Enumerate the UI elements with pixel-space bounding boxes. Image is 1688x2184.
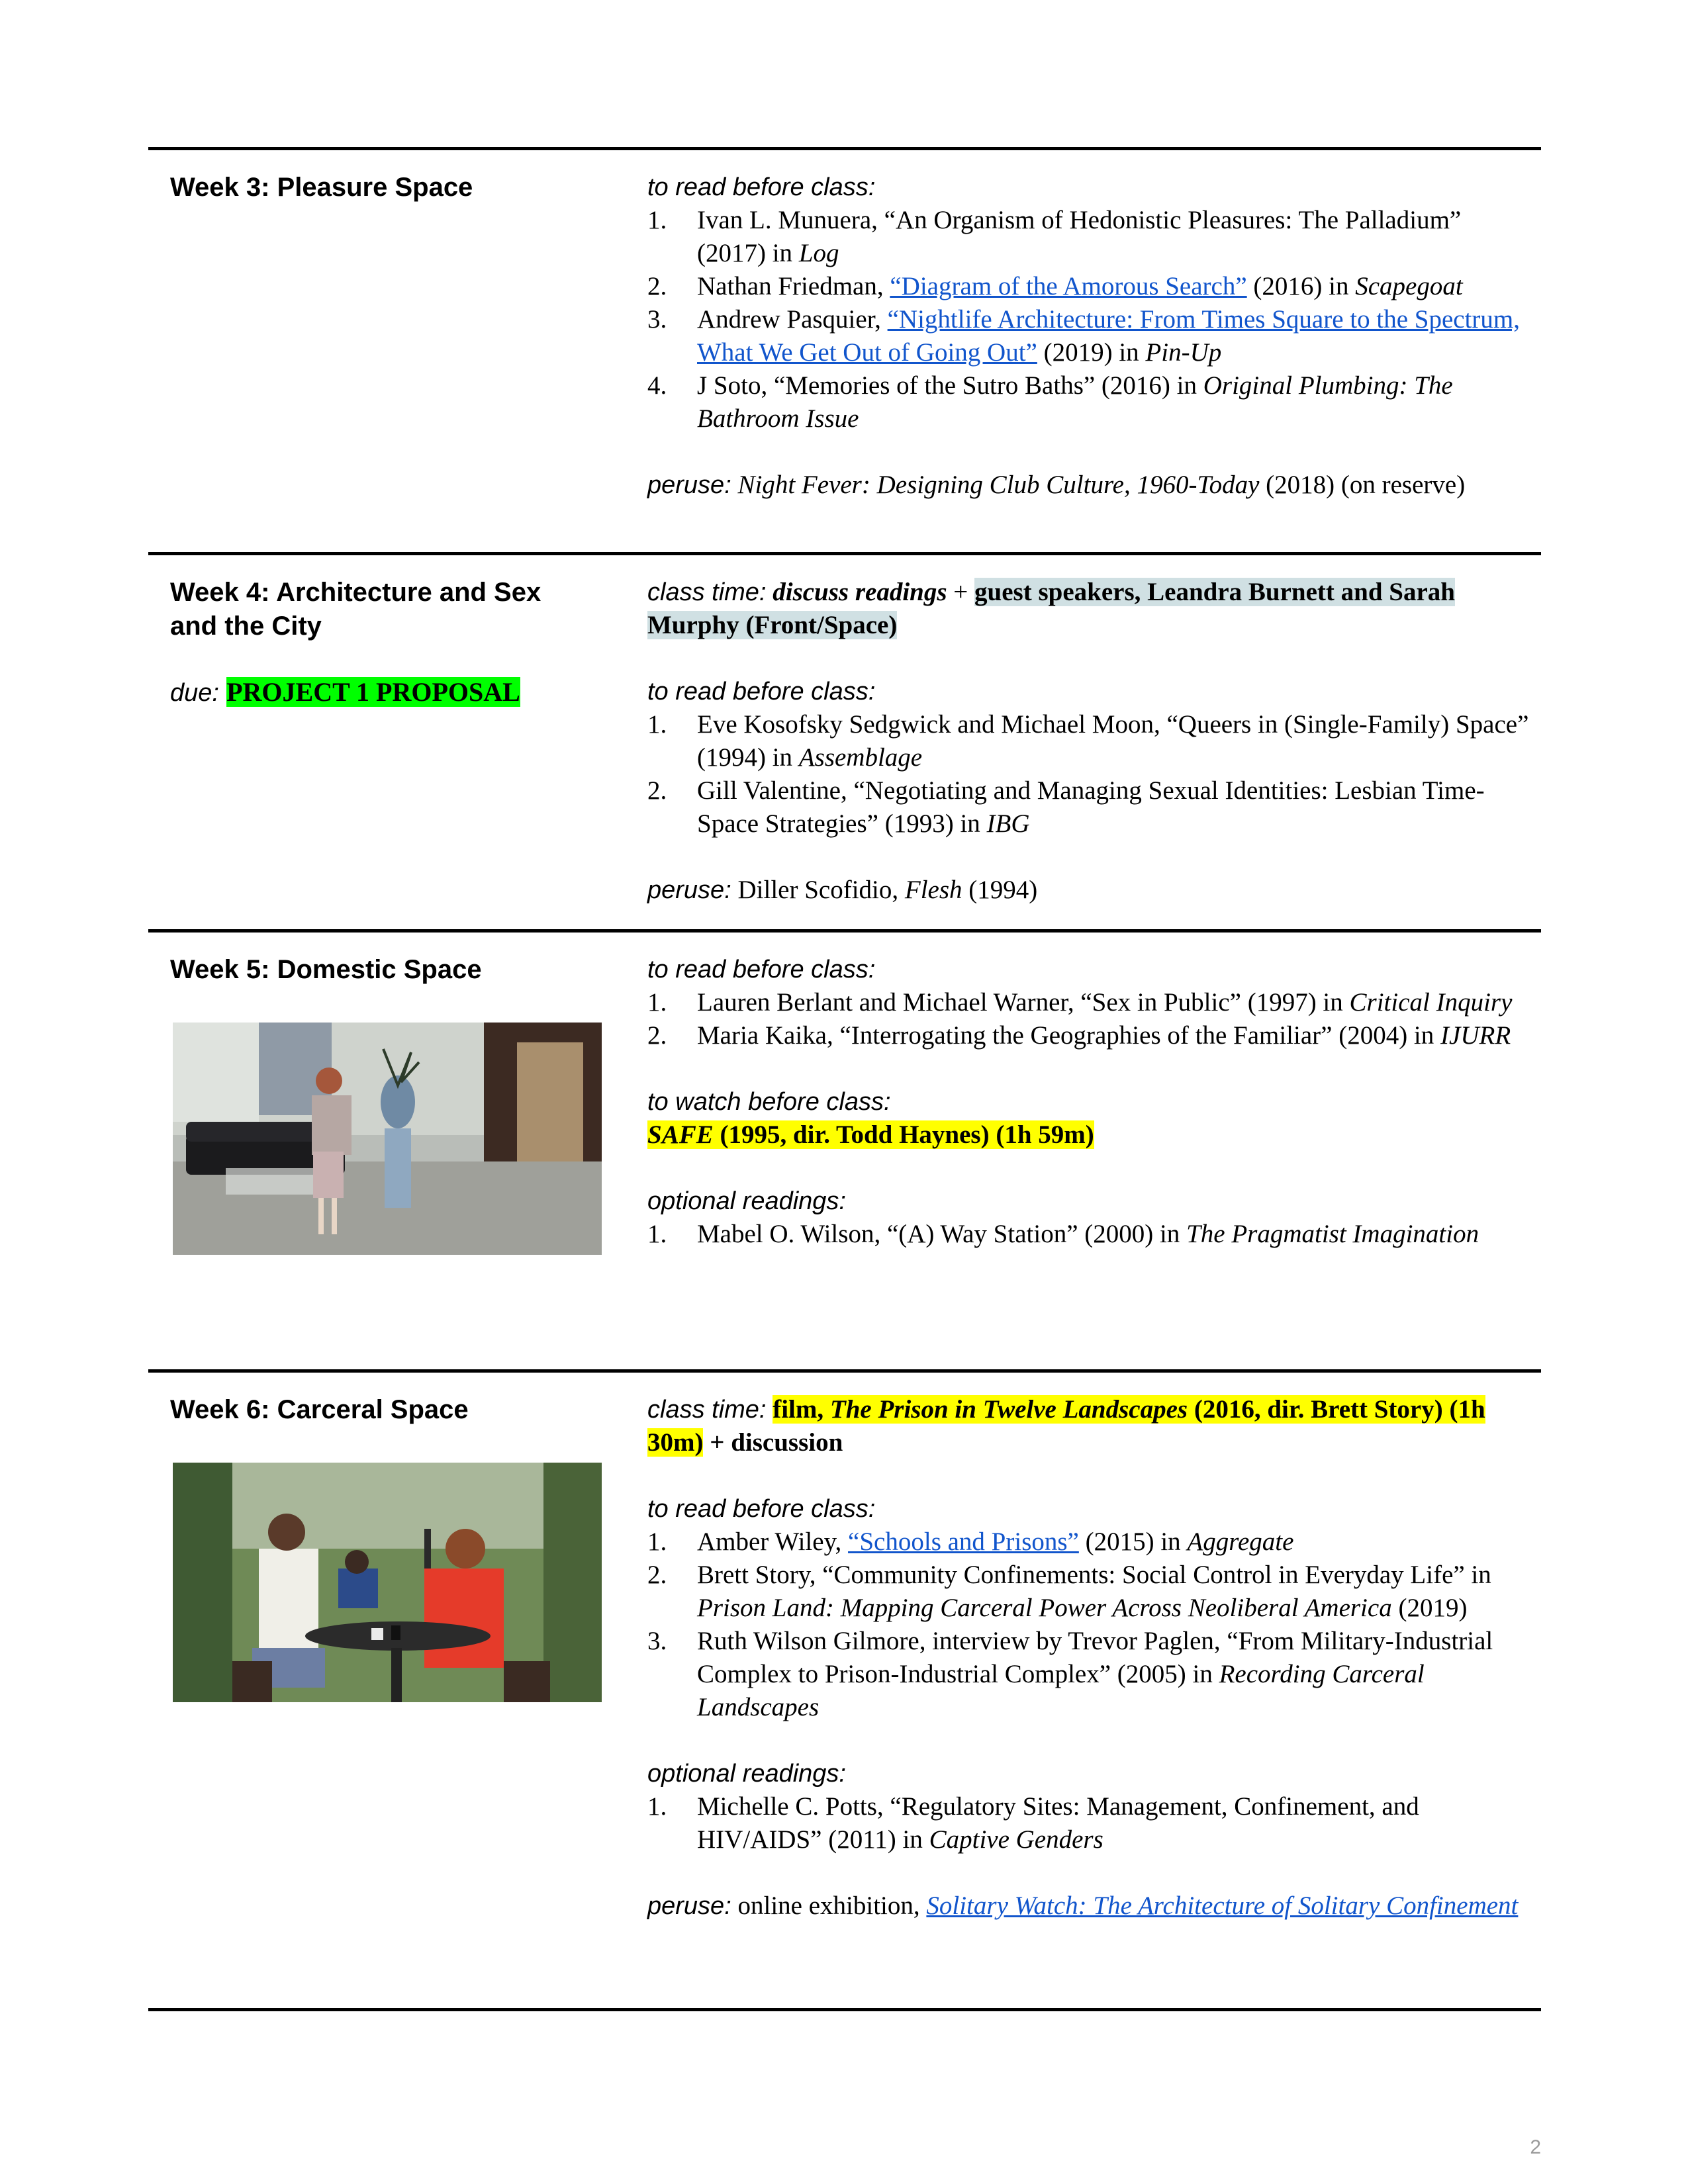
class-time: class time: film, The Prison in Twelve Landscapes (2016, dir. Brett Story) (1h 30m) + discussion: [647, 1395, 1485, 1457]
reading-item: 1. Amber Wiley, “Schools and Prisons” (2015) in Aggregate: [647, 1527, 1294, 1556]
optional-label: optional readings:: [647, 1760, 846, 1788]
film-still-prison: [173, 1463, 602, 1702]
film-still-safe: [173, 1023, 602, 1255]
week-6-title: Week 6: Carceral Space: [170, 1395, 469, 1424]
reading-item: 2. Gill Valentine, “Negotiating and Managing Sexual Identities: Lesbian Time-Space Strategies” (1993) in IBG: [647, 776, 1485, 838]
optional-label: optional readings:: [647, 1187, 846, 1215]
week-4-readings: [647, 708, 1534, 841]
week-5-content: [647, 953, 1534, 1251]
read-label: to read before class:: [647, 173, 876, 201]
week-4-title: Week 4: Architecture and Sex and the City: [170, 578, 541, 641]
due-badge: PROJECT 1 PROPOSAL: [226, 677, 520, 707]
week-5-readings: [647, 986, 1534, 1052]
divider: [148, 1369, 1541, 1373]
week-5-optional: [647, 1218, 1534, 1251]
film-still-image: [173, 1463, 602, 1702]
film-still-image: [173, 1023, 602, 1255]
peruse-line: peruse: Diller Scofidio, Flesh (1994): [647, 876, 1038, 904]
week-3-title: Week 3: Pleasure Space: [170, 173, 473, 202]
divider: [148, 2008, 1541, 2011]
week-3-content: [647, 171, 1534, 502]
reading-link[interactable]: “Schools and Prisons”: [848, 1527, 1079, 1556]
reading-item: 1. Eve Kosofsky Sedgwick and Michael Moon, “Queers in (Single-Family) Space” (1994) in Assemblage: [647, 710, 1529, 772]
week-5-title: Week 5: Domestic Space: [170, 955, 482, 984]
watch-film: SAFE (1995, dir. Todd Haynes) (1h 59m): [647, 1120, 1094, 1149]
reading-item: 3. Andrew Pasquier, “Nightlife Architecture: From Times Square to the Spectrum, What We Get Out of Going Out” (2019) in Pin-Up: [647, 305, 1520, 367]
week-4-content: [647, 576, 1534, 907]
class-time: class time: discuss readings + guest speakers, Leandra Burnett and Sarah Murphy (Front/Space): [647, 578, 1455, 639]
reading-item: 2. Nathan Friedman, “Diagram of the Amorous Search” (2016) in Scapegoat: [647, 272, 1463, 300]
read-label: to read before class:: [647, 678, 876, 705]
reading-item: 1. Michelle C. Potts, “Regulatory Sites: Management, Confinement, and HIV/AIDS” (2011) in Captive Genders: [647, 1792, 1419, 1854]
watch-label: to watch before class:: [647, 1088, 891, 1116]
read-label: to read before class:: [647, 956, 876, 983]
reading-item: 4. J Soto, “Memories of the Sutro Baths” (2016) in Original Plumbing: The Bathroom Issue: [647, 371, 1453, 433]
reading-item: 3. Ruth Wilson Gilmore, interview by Trevor Paglen, “From Military-Industrial Complex to Prison-Industrial Complex” (2005) in Recording Carceral Landscapes: [647, 1627, 1493, 1721]
read-label: to read before class:: [647, 1495, 876, 1523]
week-4-due: due: PROJECT 1 PROPOSAL: [170, 677, 520, 707]
divider: [148, 147, 1541, 150]
reading-item: 2. Maria Kaika, “Interrogating the Geographies of the Familiar” (2004) in IJURR: [647, 1021, 1511, 1050]
film-screening: film, The Prison in Twelve Landscapes (2016, dir. Brett Story) (1h 30m): [647, 1395, 1485, 1457]
week-3-readings: [647, 204, 1534, 435]
exhibition-link[interactable]: Solitary Watch: The Architecture of Solitary Confinement: [926, 1891, 1519, 1920]
guest-speakers: guest speakers, Leandra Burnett and Sarah Murphy (Front/Space): [647, 578, 1455, 639]
reading-item: 1. Mabel O. Wilson, “(A) Way Station” (2000) in The Pragmatist Imagination: [647, 1220, 1479, 1248]
divider: [148, 552, 1541, 555]
page-number: 2: [1530, 2136, 1541, 2158]
peruse-line: peruse: online exhibition, Solitary Watch: The Architecture of Solitary Confinement: [647, 1891, 1519, 1920]
week-6-readings: [647, 1525, 1534, 1724]
reading-link[interactable]: “Diagram of the Amorous Search”: [890, 272, 1247, 300]
divider: [148, 929, 1541, 933]
reading-item: 1. Lauren Berlant and Michael Warner, “Sex in Public” (1997) in Critical Inquiry: [647, 988, 1513, 1017]
week-6-content: [647, 1393, 1534, 1923]
reading-link[interactable]: “Nightlife Architecture: From Times Square to the Spectrum, What We Get Out of Going Out”: [697, 305, 1520, 367]
week-6-optional: [647, 1790, 1534, 1856]
reading-item: 2. Brett Story, “Community Confinements: Social Control in Everyday Life” in Prison Land: Mapping Carceral Power Across Neoliberal America (2019): [647, 1561, 1491, 1622]
reading-item: 1. Ivan L. Munuera, “An Organism of Hedonistic Pleasures: The Palladium” (2017) in Log: [647, 206, 1462, 267]
peruse-line: peruse: Night Fever: Designing Club Culture, 1960-Today (2018) (on reserve): [647, 471, 1466, 499]
